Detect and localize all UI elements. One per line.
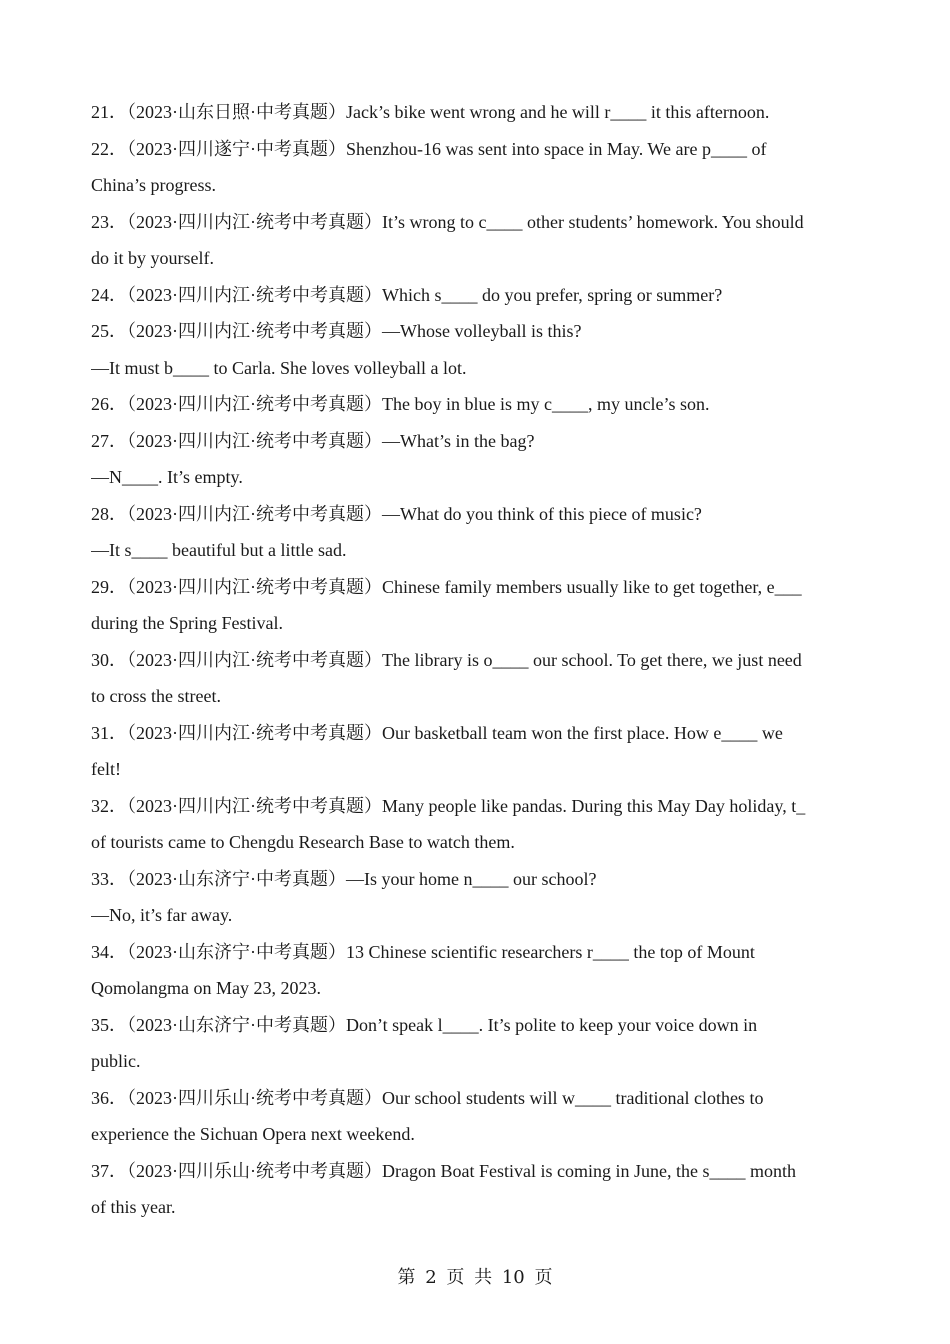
question-36-line: 36．（2023·四川乐山·统考中考真题）Our school students will w____ traditional clothes to <box>91 1087 764 1108</box>
question-36-continuation: experience the Sichuan Opera next weekend. <box>91 1124 415 1144</box>
question-28-continuation: —It s____ beautiful but a little sad. <box>91 540 347 560</box>
question-31-continuation: felt! <box>91 759 121 779</box>
question-37-continuation: of this year. <box>91 1197 176 1217</box>
question-list <box>91 94 861 1226</box>
question-30-line: 30．（2023·四川内江·统考中考真题）The library is o____ our school. To get there, we just need <box>91 649 802 670</box>
question-22-continuation: China’s progress. <box>91 175 216 195</box>
page-number-footer: 第 2 页 共 10 页 <box>397 1267 553 1288</box>
question-32-line: 32．（2023·四川内江·统考中考真题）Many people like pandas. During this May Day holiday, t_ <box>91 795 806 816</box>
question-24-line: 24．（2023·四川内江·统考中考真题）Which s____ do you prefer, spring or summer? <box>91 284 723 305</box>
question-21-line: 21．（2023·山东日照·中考真题）Jack’s bike went wrong and he will r____ it this afternoon. <box>91 102 770 122</box>
question-22-line: 22．（2023·四川遂宁·中考真题）Shenzhou-16 was sent into space in May. We are p____ of <box>91 138 767 159</box>
question-35-continuation: public. <box>91 1051 141 1071</box>
question-27-line: 27．（2023·四川内江·统考中考真题）—What’s in the bag? <box>91 430 535 451</box>
question-23-line: 23．（2023·四川内江·统考中考真题）It’s wrong to c____ other students’ homework. You should <box>91 211 804 232</box>
question-32-continuation: of tourists came to Chengdu Research Base to watch them. <box>91 832 515 852</box>
question-31-line: 31．（2023·四川内江·统考中考真题）Our basketball team won the first place. How e____ we <box>91 722 783 743</box>
question-37-line: 37．（2023·四川乐山·统考中考真题）Dragon Boat Festival is coming in June, the s____ month <box>91 1160 796 1181</box>
question-27-continuation: —N____. It’s empty. <box>91 467 243 487</box>
question-25-line: 25．（2023·四川内江·统考中考真题）—Whose volleyball is this? <box>91 321 582 341</box>
question-33-continuation: —No, it’s far away. <box>91 905 233 925</box>
question-30-continuation: to cross the street. <box>91 686 221 706</box>
question-25-continuation: —It must b____ to Carla. She loves volleyball a lot. <box>91 357 467 378</box>
question-29-continuation: during the Spring Festival. <box>91 613 283 633</box>
question-34-line: 34．（2023·山东济宁·中考真题）13 Chinese scientific researchers r____ the top of Mount <box>91 941 755 962</box>
question-28-line: 28．（2023·四川内江·统考中考真题）—What do you think of this piece of music? <box>91 503 702 524</box>
question-33-line: 33．（2023·山东济宁·中考真题）—Is your home n____ our school? <box>91 868 597 889</box>
question-34-continuation: Qomolangma on May 23, 2023. <box>91 978 321 998</box>
question-26-line: 26．（2023·四川内江·统考中考真题）The boy in blue is my c____, my uncle’s son. <box>91 394 710 414</box>
question-35-line: 35．（2023·山东济宁·中考真题）Don’t speak l____. It’s polite to keep your voice down in <box>91 1014 758 1035</box>
question-29-line: 29．（2023·四川内江·统考中考真题）Chinese family members usually like to get together, e___ <box>91 576 802 597</box>
question-23-continuation: do it by yourself. <box>91 248 214 268</box>
